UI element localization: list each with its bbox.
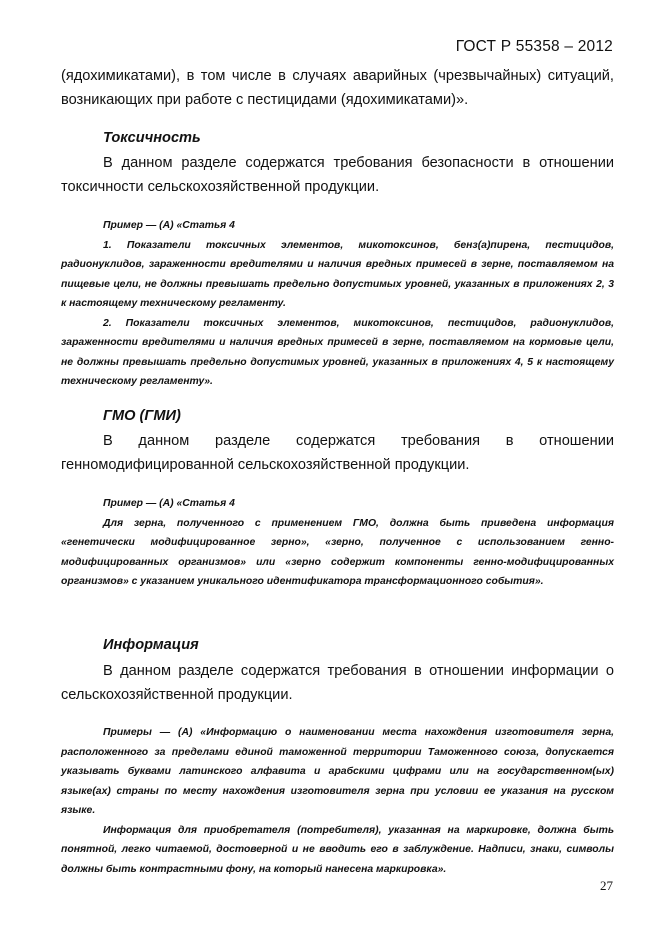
example-block-toxicity xyxy=(61,216,614,392)
example-paragraph: Для зерна, полученного с применением ГМО, должна быть приведена информация «генетически модифицированное зерно», «зерно, полученное с использованием генно-модифицированных организмов» или «зерно содержит компоненты генно-модифицированных организмов» с указанием уникального идентификатора трансформационного события». xyxy=(61,517,614,587)
section-text-toxicity: В данном разделе содержатся требования безопасности в отношении токсичности сельскохозяйственной продукции. xyxy=(61,155,614,195)
intro-paragraph: (ядохимикатами), в том числе в случаях аварийных (чрезвычайных) ситуаций, возникающих при работе с пестицидами (ядохимикатами)». xyxy=(61,68,614,108)
section-heading-gmo: ГМО (ГМИ) xyxy=(103,408,181,424)
example-paragraph: Информация для приобретателя (потребителя), указанная на маркировке, должна быть понятной, легко читаемой, достоверной и не вводить его в заблуждение. Надписи, знаки, символы должны быть контрастными фону, на который нанесена маркировка». xyxy=(61,824,614,875)
document-header: ГОСТ Р 55358 – 2012 xyxy=(455,38,613,55)
section-text-information: В данном разделе содержатся требования в отношении информации о сельскохозяйственной продукции. xyxy=(61,663,614,703)
section-heading-information: Информация xyxy=(103,637,199,653)
example-paragraph: 2. Показатели токсичных элементов, микотоксинов, пестицидов, радионуклидов, зараженности вредителями и наличия вредных примесей в зерне, поставляемом на кормовые цели, не должны превышать предельно допустимых уровней, указанных в приложениях 4, 5 к настоящему техническому регламенту». xyxy=(61,317,614,387)
example-paragraph: 1. Показатели токсичных элементов, микотоксинов, бенз(а)пирена, пестицидов, радионуклидов, зараженности вредителями и наличия вредных примесей в зерне, поставляемом на пищевые цели, не должны превышать предельно допустимых уровней, указанных в приложениях 2, 3 к настоящему техническому регламенту. xyxy=(61,239,614,309)
section-heading-toxicity: Токсичность xyxy=(103,130,201,146)
example-title: Пример — (А) «Статья 4 xyxy=(103,498,235,509)
example-title: Пример — (А) «Статья 4 xyxy=(103,220,235,231)
page-number: 27 xyxy=(600,878,613,893)
example-block-information xyxy=(61,723,614,879)
section-text-gmo: В данном разделе содержатся требования в отношении генномодифицированной сельскохозяйственной продукции. xyxy=(61,433,614,473)
example-block-gmo xyxy=(61,494,614,592)
example-paragraph: Примеры — (А) «Информацию о наименовании места нахождения изготовителя зерна, расположенного за пределами единой таможенной территории Таможенного союза, допускается указывать буквами латинского алфавита и арабскими цифрами или на государственном(ых) языке(ах) страны по месту нахождения изготовителя зерна при условии ее указания на русском языке. xyxy=(61,727,614,816)
